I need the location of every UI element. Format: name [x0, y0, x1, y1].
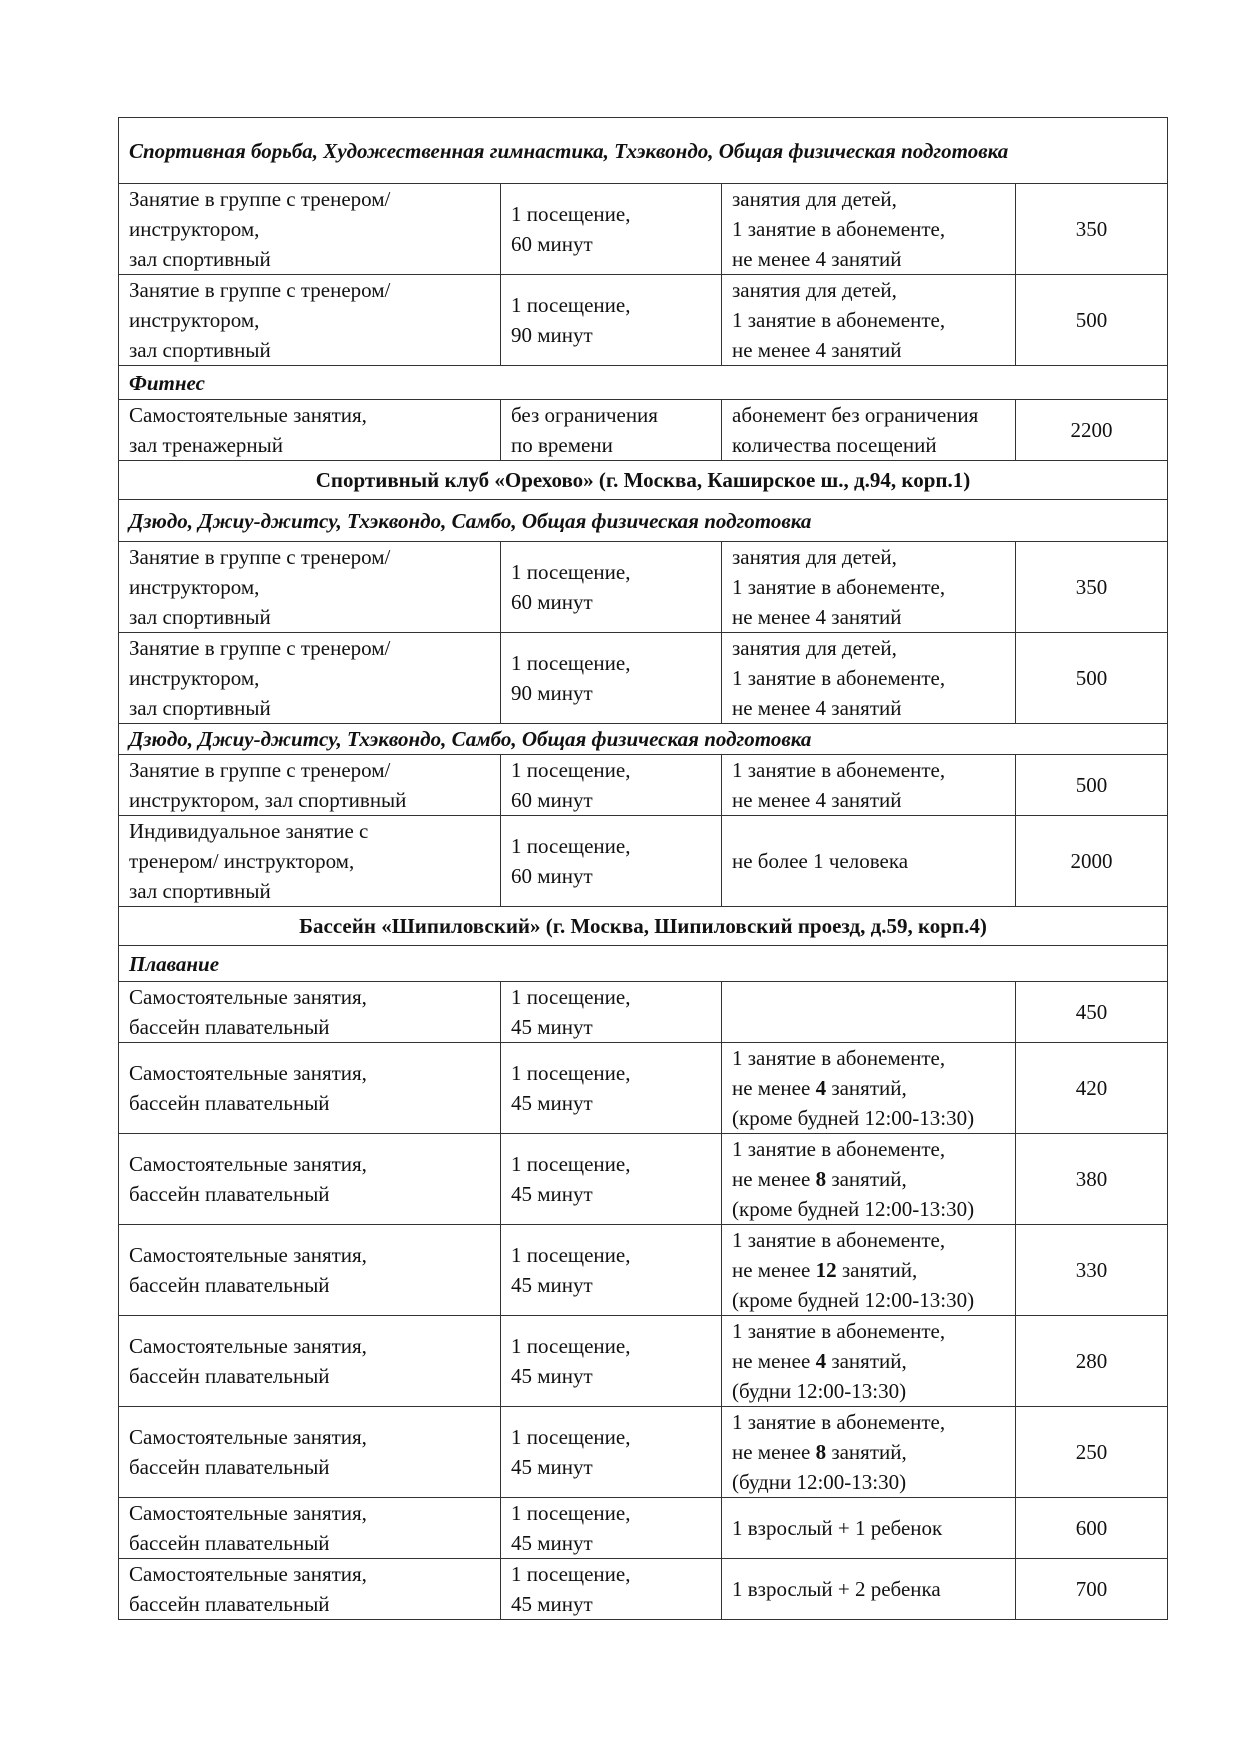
section-title: Дзюдо, Джиу-джитсу, Тхэквондо, Самбо, Общая физическая подготовка	[119, 500, 1168, 542]
service-line: зал тренажерный	[129, 433, 283, 457]
service-line: Самостоятельные занятия,	[129, 403, 367, 427]
price-cell: 380	[1016, 1134, 1168, 1225]
duration-line: 1 посещение,	[511, 1334, 631, 1358]
conditions-line: не более 1 человека	[732, 849, 909, 873]
table-row	[119, 1407, 1168, 1498]
service-cell	[119, 1316, 501, 1407]
conditions-line: 1 занятие в абонементе,	[732, 666, 946, 690]
conditions-line: количества посещений	[732, 433, 937, 457]
conditions-line	[732, 1255, 1005, 1285]
duration-line: 1 посещение,	[511, 1061, 631, 1085]
conditions-line-text: не менее	[732, 1076, 816, 1100]
service-line: зал спортивный	[129, 247, 271, 271]
duration-cell	[501, 1559, 722, 1620]
price-cell: 350	[1016, 542, 1168, 633]
price-cell: 600	[1016, 1498, 1168, 1559]
conditions-line: 1 взрослый + 2 ребенка	[732, 1577, 941, 1601]
price-cell: 450	[1016, 982, 1168, 1043]
section-header-row	[119, 500, 1168, 542]
conditions-line: занятия для детей,	[732, 636, 897, 660]
table-row	[119, 1043, 1168, 1134]
conditions-line-text: не менее	[732, 1440, 816, 1464]
duration-line: 60 минут	[511, 788, 593, 812]
conditions-line: 1 занятие в абонементе,	[732, 217, 946, 241]
conditions-cell	[722, 542, 1016, 633]
service-line: инструктором,	[129, 308, 260, 332]
service-line: Самостоятельные занятия,	[129, 1243, 367, 1267]
conditions-line: 1 занятие в абонементе,	[732, 575, 946, 599]
conditions-line-count: 12	[815, 1258, 837, 1282]
duration-line: без ограничения	[511, 403, 658, 427]
duration-line: 1 посещение,	[511, 834, 631, 858]
duration-line: 1 посещение,	[511, 1243, 631, 1267]
duration-line: 90 минут	[511, 323, 593, 347]
conditions-cell	[722, 816, 1016, 907]
service-line: Самостоятельные занятия,	[129, 1425, 367, 1449]
table-row	[119, 816, 1168, 907]
conditions-line	[732, 1164, 1005, 1194]
duration-line: 60 минут	[511, 590, 593, 614]
price-cell: 350	[1016, 184, 1168, 275]
table-row	[119, 184, 1168, 275]
service-line: инструктором,	[129, 666, 260, 690]
duration-line: 45 минут	[511, 1091, 593, 1115]
conditions-line: не менее 4 занятий	[732, 788, 902, 812]
service-line: инструктором, зал спортивный	[129, 788, 407, 812]
conditions-line: (кроме будней 12:00-13:30)	[732, 1197, 975, 1221]
duration-line: 1 посещение,	[511, 1562, 631, 1586]
duration-cell	[501, 542, 722, 633]
section-header-row	[119, 118, 1168, 184]
price-cell: 250	[1016, 1407, 1168, 1498]
table-row	[119, 1134, 1168, 1225]
service-line: Занятие в группе с тренером/	[129, 636, 391, 660]
club-title: Бассейн «Шипиловский» (г. Москва, Шипиловский проезд, д.59, корп.4)	[119, 907, 1168, 946]
service-line: бассейн плавательный	[129, 1455, 330, 1479]
conditions-line: (будни 12:00-13:30)	[732, 1470, 907, 1494]
service-cell	[119, 1043, 501, 1134]
conditions-line: (кроме будней 12:00-13:30)	[732, 1288, 975, 1312]
price-cell: 500	[1016, 755, 1168, 816]
price-cell: 500	[1016, 633, 1168, 724]
conditions-cell	[722, 1043, 1016, 1134]
table-row	[119, 1498, 1168, 1559]
table-row	[119, 633, 1168, 724]
conditions-line: (кроме будней 12:00-13:30)	[732, 1106, 975, 1130]
duration-line: 1 посещение,	[511, 293, 631, 317]
service-cell	[119, 542, 501, 633]
duration-line: 1 посещение,	[511, 1152, 631, 1176]
conditions-line: 1 занятие в абонементе,	[732, 1319, 946, 1343]
duration-line: 1 посещение,	[511, 560, 631, 584]
price-table-body	[119, 118, 1168, 1620]
table-row	[119, 400, 1168, 461]
conditions-cell	[722, 275, 1016, 366]
conditions-line-count: 4	[815, 1076, 827, 1100]
conditions-cell	[722, 1134, 1016, 1225]
service-cell	[119, 275, 501, 366]
conditions-line	[732, 1346, 1005, 1376]
table-row	[119, 1559, 1168, 1620]
duration-line: 90 минут	[511, 681, 593, 705]
section-title: Спортивная борьба, Художественная гимнастика, Тхэквондо, Общая физическая подготовка	[119, 118, 1168, 184]
conditions-cell	[722, 982, 1016, 1043]
price-cell: 2200	[1016, 400, 1168, 461]
section-header-row	[119, 946, 1168, 982]
conditions-line: 1 взрослый + 1 ребенок	[732, 1516, 943, 1540]
service-line: зал спортивный	[129, 879, 271, 903]
conditions-line: 1 занятие в абонементе,	[732, 758, 946, 782]
duration-line: 60 минут	[511, 864, 593, 888]
service-line: бассейн плавательный	[129, 1015, 330, 1039]
service-line: Занятие в группе с тренером/	[129, 545, 391, 569]
service-line: Занятие в группе с тренером/	[129, 187, 391, 211]
conditions-line-text: не менее	[732, 1258, 816, 1282]
table-row	[119, 542, 1168, 633]
conditions-line	[732, 1073, 1005, 1103]
duration-line: 45 минут	[511, 1531, 593, 1555]
conditions-cell	[722, 400, 1016, 461]
conditions-cell	[722, 1498, 1016, 1559]
price-cell: 280	[1016, 1316, 1168, 1407]
duration-line: 1 посещение,	[511, 1501, 631, 1525]
conditions-cell	[722, 1225, 1016, 1316]
conditions-line: 1 занятие в абонементе,	[732, 1046, 946, 1070]
service-line: бассейн плавательный	[129, 1273, 330, 1297]
conditions-line: 1 занятие в абонементе,	[732, 1137, 946, 1161]
conditions-cell	[722, 184, 1016, 275]
service-cell	[119, 633, 501, 724]
duration-line: 45 минут	[511, 1273, 593, 1297]
duration-cell	[501, 400, 722, 461]
table-row	[119, 275, 1168, 366]
duration-cell	[501, 1316, 722, 1407]
service-cell	[119, 816, 501, 907]
price-table	[118, 117, 1168, 1620]
duration-line: 1 посещение,	[511, 758, 631, 782]
service-line: Самостоятельные занятия,	[129, 1152, 367, 1176]
conditions-line: не менее 4 занятий	[732, 605, 902, 629]
conditions-cell	[722, 755, 1016, 816]
service-line: Самостоятельные занятия,	[129, 1334, 367, 1358]
service-cell	[119, 1134, 501, 1225]
price-cell: 700	[1016, 1559, 1168, 1620]
table-row	[119, 1225, 1168, 1316]
service-line: Самостоятельные занятия,	[129, 1562, 367, 1586]
conditions-line-count: 8	[815, 1440, 827, 1464]
duration-cell	[501, 1225, 722, 1316]
service-cell	[119, 400, 501, 461]
conditions-line: не менее 4 занятий	[732, 696, 902, 720]
duration-line: 45 минут	[511, 1455, 593, 1479]
duration-line: 45 минут	[511, 1592, 593, 1616]
duration-line: 1 посещение,	[511, 1425, 631, 1449]
service-cell	[119, 755, 501, 816]
conditions-line: 1 занятие в абонементе,	[732, 1228, 946, 1252]
section-title: Фитнес	[119, 366, 1168, 400]
service-cell	[119, 1559, 501, 1620]
conditions-cell	[722, 1316, 1016, 1407]
table-row	[119, 1316, 1168, 1407]
service-line: бассейн плавательный	[129, 1531, 330, 1555]
table-row	[119, 982, 1168, 1043]
service-line: инструктором,	[129, 217, 260, 241]
price-cell: 500	[1016, 275, 1168, 366]
conditions-line: занятия для детей,	[732, 545, 897, 569]
section-header-row	[119, 724, 1168, 755]
duration-line: 1 посещение,	[511, 202, 631, 226]
service-line: зал спортивный	[129, 696, 271, 720]
service-cell	[119, 982, 501, 1043]
conditions-line-text: не менее	[732, 1349, 816, 1373]
conditions-cell	[722, 1407, 1016, 1498]
duration-cell	[501, 1498, 722, 1559]
section-title: Дзюдо, Джиу-джитсу, Тхэквондо, Самбо, Общая физическая подготовка	[119, 724, 1168, 755]
duration-cell	[501, 816, 722, 907]
service-cell	[119, 1407, 501, 1498]
conditions-line: занятия для детей,	[732, 278, 897, 302]
duration-cell	[501, 982, 722, 1043]
duration-cell	[501, 1134, 722, 1225]
service-line: Занятие в группе с тренером/	[129, 758, 391, 782]
conditions-line-text: не менее	[732, 1167, 816, 1191]
price-cell: 330	[1016, 1225, 1168, 1316]
conditions-line: абонемент без ограничения	[732, 403, 979, 427]
conditions-line: не менее 4 занятий	[732, 247, 902, 271]
conditions-cell	[722, 1559, 1016, 1620]
service-line: бассейн плавательный	[129, 1592, 330, 1616]
table-row	[119, 755, 1168, 816]
duration-line: 60 минут	[511, 232, 593, 256]
section-header-row	[119, 366, 1168, 400]
duration-cell	[501, 184, 722, 275]
service-line: Самостоятельные занятия,	[129, 985, 367, 1009]
service-line: инструктором,	[129, 575, 260, 599]
duration-line: 45 минут	[511, 1015, 593, 1039]
conditions-line: не менее 4 занятий	[732, 338, 902, 362]
duration-cell	[501, 1043, 722, 1134]
service-line: бассейн плавательный	[129, 1364, 330, 1388]
price-cell: 2000	[1016, 816, 1168, 907]
conditions-line-text: занятий,	[826, 1076, 907, 1100]
service-line: Самостоятельные занятия,	[129, 1061, 367, 1085]
club-header-row	[119, 461, 1168, 500]
service-line: Индивидуальное занятие с	[129, 819, 369, 843]
duration-cell	[501, 755, 722, 816]
conditions-cell	[722, 633, 1016, 724]
conditions-line: занятия для детей,	[732, 187, 897, 211]
club-title: Спортивный клуб «Орехово» (г. Москва, Каширское ш., д.94, корп.1)	[119, 461, 1168, 500]
service-line: тренером/ инструктором,	[129, 849, 355, 873]
conditions-line: 1 занятие в абонементе,	[732, 1410, 946, 1434]
service-line: зал спортивный	[129, 605, 271, 629]
conditions-line: (будни 12:00-13:30)	[732, 1379, 907, 1403]
duration-line: 45 минут	[511, 1364, 593, 1388]
duration-line: по времени	[511, 433, 613, 457]
duration-line: 1 посещение,	[511, 985, 631, 1009]
conditions-line-count: 4	[815, 1349, 827, 1373]
conditions-line-text: занятий,	[826, 1167, 907, 1191]
duration-line: 1 посещение,	[511, 651, 631, 675]
service-line: бассейн плавательный	[129, 1091, 330, 1115]
service-cell	[119, 1225, 501, 1316]
service-line: зал спортивный	[129, 338, 271, 362]
service-cell	[119, 1498, 501, 1559]
service-line: Занятие в группе с тренером/	[129, 278, 391, 302]
service-line: бассейн плавательный	[129, 1182, 330, 1206]
conditions-line-count: 8	[815, 1167, 827, 1191]
service-cell	[119, 184, 501, 275]
service-line: Самостоятельные занятия,	[129, 1501, 367, 1525]
conditions-line-text: занятий,	[836, 1258, 918, 1282]
club-header-row	[119, 907, 1168, 946]
duration-cell	[501, 1407, 722, 1498]
duration-cell	[501, 633, 722, 724]
price-cell: 420	[1016, 1043, 1168, 1134]
section-title: Плавание	[119, 946, 1168, 982]
duration-line: 45 минут	[511, 1182, 593, 1206]
conditions-line: 1 занятие в абонементе,	[732, 308, 946, 332]
conditions-line-text: занятий,	[826, 1349, 907, 1373]
conditions-line-text: занятий,	[826, 1440, 907, 1464]
duration-cell	[501, 275, 722, 366]
conditions-line	[732, 1437, 1005, 1467]
